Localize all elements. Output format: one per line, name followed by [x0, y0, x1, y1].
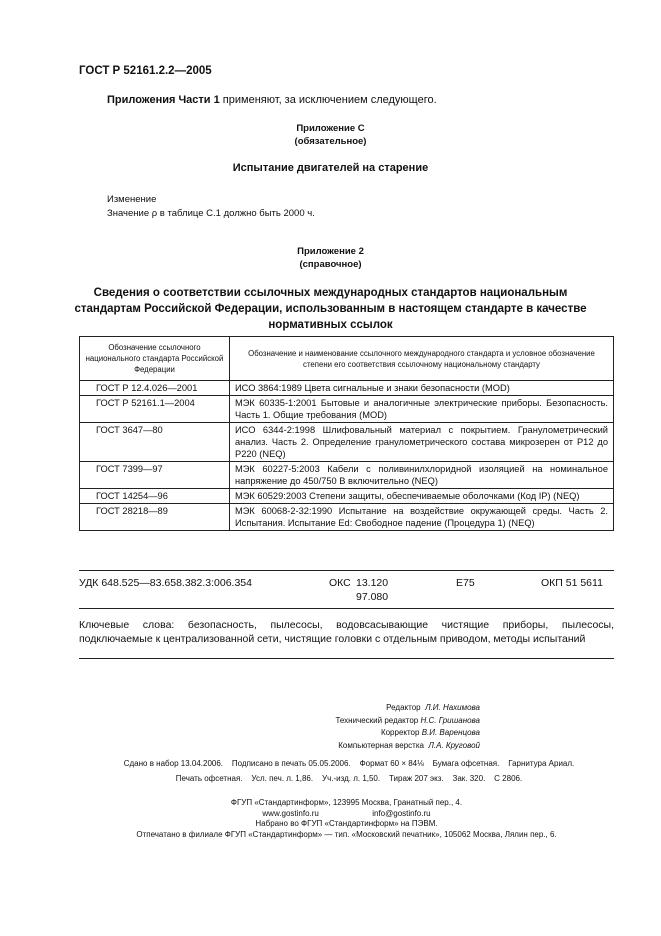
change-label: Изменение — [107, 194, 157, 205]
publisher-line: Отпечатано в филиале ФГУП «Стандартинформ» — тип. «Московский печатник», 105062 Москва, Лялин пер., 6. — [136, 829, 557, 839]
publisher-info — [79, 798, 614, 840]
oks-code-1: 13.120 — [356, 577, 389, 589]
international-standard: МЭК 60227-5:2003 Кабели с поливинилхлоридной изоляцией на номинальное напряжение до 450/750 В включительно (NEQ) — [230, 462, 614, 489]
table-row — [80, 381, 614, 396]
national-standard: ГОСТ 14254—96 — [80, 489, 230, 504]
appendix-2-heading — [0, 246, 661, 271]
oks-codes — [356, 577, 388, 604]
national-standard: ГОСТ Р 52161.1—2004 — [80, 396, 230, 423]
intro-paragraph — [107, 94, 437, 106]
oks-label: ОКС — [329, 577, 351, 589]
change-text: Значение ρ в таблице C.1 должно быть 2000 ч. — [107, 207, 315, 219]
international-standard: ИСО 3864:1989 Цвета сигнальные и знаки безопасности (MOD) — [230, 381, 614, 396]
divider-bottom — [79, 658, 614, 659]
udc-code: УДК 648.525—83.658.382.3:006.354 — [79, 577, 252, 589]
publisher-line: Набрано во ФГУП «Стандартинформ» на ПЭВМ. — [255, 819, 438, 828]
e-code: Е75 — [456, 577, 475, 589]
appendix-c-label: Приложение C — [296, 123, 365, 134]
intro-bold: Приложения Части 1 — [107, 94, 220, 106]
national-standard: ГОСТ 3647—80 — [80, 423, 230, 462]
keywords: Ключевые слова: безопасность, пылесосы, водовсасывающие чистящие приборы, пылесосы, подключаемые к централизованной сети, чистящие головки с отдельным приводом, методы испытаний — [79, 619, 614, 645]
international-standard: МЭК 60335-1:2001 Бытовые и аналогичные электрические приборы. Безопасность. Часть 1. Общие требования (MOD) — [230, 396, 614, 423]
staff-credits — [220, 702, 480, 752]
appendix-2-status: (справочное) — [299, 258, 362, 270]
table-header-international: Обозначение и наименование ссылочного международного стандарта и условное обозначение степени его соответствия ссылочному национальному стандарту — [230, 337, 614, 381]
staff-role: Корректор — [380, 728, 420, 737]
oks-code-2: 97.080 — [356, 590, 389, 603]
table-header-national: Обозначение ссылочного национального стандарта Российской Федерации — [80, 337, 230, 381]
staff-line — [220, 702, 480, 715]
table-row — [80, 462, 614, 489]
staff-name: В.И. Варенцова — [421, 728, 480, 737]
publisher-line: ФГУП «Стандартинформ», 123995 Москва, Гранатный пер., 4. — [230, 798, 463, 807]
divider-top — [79, 570, 614, 571]
divider-middle — [79, 608, 614, 609]
staff-line — [220, 740, 480, 753]
reference-standards-table — [79, 336, 614, 531]
appendix-c-heading — [0, 123, 661, 148]
okp-code: ОКП 51 5611 — [541, 577, 603, 589]
staff-line — [220, 715, 480, 728]
table-row — [80, 396, 614, 423]
staff-name: Л.А. Круговой — [428, 740, 480, 750]
table-row — [80, 423, 614, 462]
publisher-line: www.gostinfo.ru info@gostinfo.ru — [262, 808, 431, 818]
appendix-2-title: Сведения о соответствии ссылочных международных стандартов национальным стандартам Российской Федерации, использованным в настоящем стандарте в качестве нормативных ссылок — [74, 287, 587, 331]
international-standard: МЭК 60068-2-32:1990 Испытание на воздействие окружающей среды. Часть 2. Испытания. Испытание Ed: Свободное падение (Процедура 1) (NEQ) — [230, 504, 614, 531]
table-row — [80, 489, 614, 504]
staff-role: Технический редактор — [335, 715, 419, 725]
change-block — [107, 193, 315, 220]
print-info-line-1: Сдано в набор 13.04.2006. Подписано в печать 05.05.2006. Формат 60 × 84⅛ Бумага офсетная. Гарнитура Ариал. — [123, 759, 575, 768]
appendix-2-label: Приложение 2 — [297, 246, 364, 257]
table-header-row — [80, 337, 614, 381]
staff-role: Компьютерная верстка — [338, 740, 424, 750]
international-standard: ИСО 6344-2:1998 Шлифовальный материал с покрытием. Гранулометрический анализ. Часть 2. Определение гранулометрического состава микрозерен от P12 до P220 (NEQ) — [230, 423, 614, 462]
staff-line — [220, 727, 480, 740]
intro-rest: применяют, за исключением следующего. — [219, 94, 437, 106]
national-standard: ГОСТ 28218—89 — [80, 504, 230, 531]
staff-role: Редактор — [386, 703, 421, 712]
appendix-c-title: Испытание двигателей на старение — [232, 162, 429, 174]
table-row — [80, 504, 614, 531]
appendix-c-status: (обязательное) — [294, 135, 367, 147]
international-standard: МЭК 60529:2003 Степени защиты, обеспечиваемые оболочками (Код IP) (NEQ) — [230, 489, 614, 504]
staff-name: Н.С. Гришанова — [420, 715, 480, 725]
staff-name: Л.И. Нахимова — [425, 703, 480, 712]
document-code: ГОСТ Р 52161.2.2—2005 — [79, 65, 212, 77]
national-standard: ГОСТ Р 12.4.026—2001 — [80, 381, 230, 396]
print-info-line-2: Печать офсетная. Усл. печ. л. 1,86. Уч.-изд. л. 1,50. Тираж 207 экз. Зак. 320. С 2806. — [175, 774, 523, 783]
national-standard: ГОСТ 7399—97 — [80, 462, 230, 489]
